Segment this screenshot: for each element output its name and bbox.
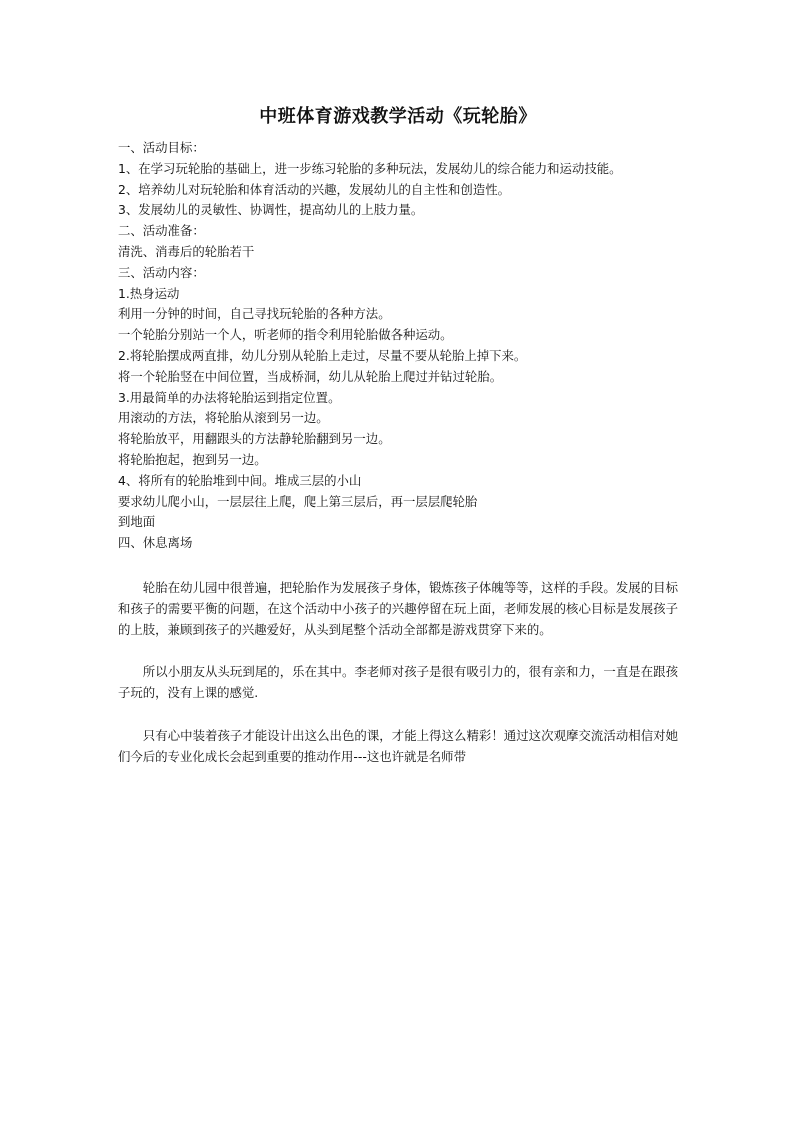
document-page <box>118 104 678 768</box>
content-line: 将轮胎放平，用翻跟头的方法静轮胎翻到另一边。 <box>118 431 391 447</box>
content-step-4: 4、将所有的轮胎堆到中间。堆成三层的小山 <box>118 472 362 488</box>
content-line: 一个轮胎分别站一个人，听老师的指令利用轮胎做各种运动。 <box>118 327 453 343</box>
section-heading-preparation: 二、活动准备： <box>118 223 205 239</box>
content-line: 将轮胎抱起，抱到另一边。 <box>118 451 267 467</box>
activity-plan <box>118 138 678 554</box>
content-line: 要求幼儿爬小山，一层层往上爬，爬上第三层后，再一层层爬轮胎 <box>118 493 478 509</box>
reflection-paragraph-2: 所以小朋友从头玩到尾的，乐在其中。李老师对孩子是很有吸引力的，很有亲和力，一直是在跟孩子玩的，没有上课的感觉. <box>118 664 678 701</box>
content-line: 用滚动的方法，将轮胎从滚到另一边。 <box>118 410 329 426</box>
preparation-item: 清洗、消毒后的轮胎若干 <box>118 243 255 259</box>
spacer <box>118 640 678 662</box>
goal-item-3: 3、发展幼儿的灵敏性、协调性，提高幼儿的上肢力量。 <box>118 202 424 218</box>
reflection-paragraph-3: 只有心中装着孩子才能设计出这么出色的课，才能上得这么精彩！通过这次观摩交流活动相信对她们今后的专业化成长会起到重要的推动作用---这也许就是名师带 <box>118 727 678 764</box>
reflection-paragraph-1: 轮胎在幼儿园中很普遍，把轮胎作为发展孩子身体，锻炼孩子体魄等等，这样的手段。发展的目标和孩子的需要平衡的问题，在这个活动中小孩子的兴趣停留在玩上面，老师发展的核心目标是发展孩子的上肢，兼顾到孩子的兴趣爱好，从头到尾整个活动全部都是游戏贯穿下来的。 <box>118 579 678 637</box>
spacer <box>118 554 678 578</box>
section-heading-content: 三、活动内容： <box>118 264 205 280</box>
goal-item-1: 1、在学习玩轮胎的基础上，进一步练习轮胎的多种玩法，发展幼儿的综合能力和运动技能。 <box>118 160 622 176</box>
content-step-3: 3.用最简单的办法将轮胎运到指定位置。 <box>118 389 341 405</box>
section-heading-rest: 四、休息离场 <box>118 535 193 551</box>
document-title: 中班体育游戏教学活动《玩轮胎》 <box>259 106 537 127</box>
content-line: 将一个轮胎竖在中间位置，当成桥洞，幼儿从轮胎上爬过并钻过轮胎。 <box>118 368 503 384</box>
content-step-1: 1.热身运动 <box>118 285 180 301</box>
spacer <box>118 704 678 726</box>
section-heading-goals: 一、活动目标： <box>118 140 205 155</box>
content-step-2: 2.将轮胎摆成两直排，幼儿分别从轮胎上走过，尽量不要从轮胎上掉下来。 <box>118 347 527 363</box>
goal-item-2: 2、培养幼儿对玩轮胎和体育活动的兴趣，发展幼儿的自主性和创造性。 <box>118 181 510 197</box>
content-line: 到地面 <box>118 514 156 530</box>
content-line: 利用一分钟的时间，自己寻找玩轮胎的各种方法。 <box>118 306 391 322</box>
